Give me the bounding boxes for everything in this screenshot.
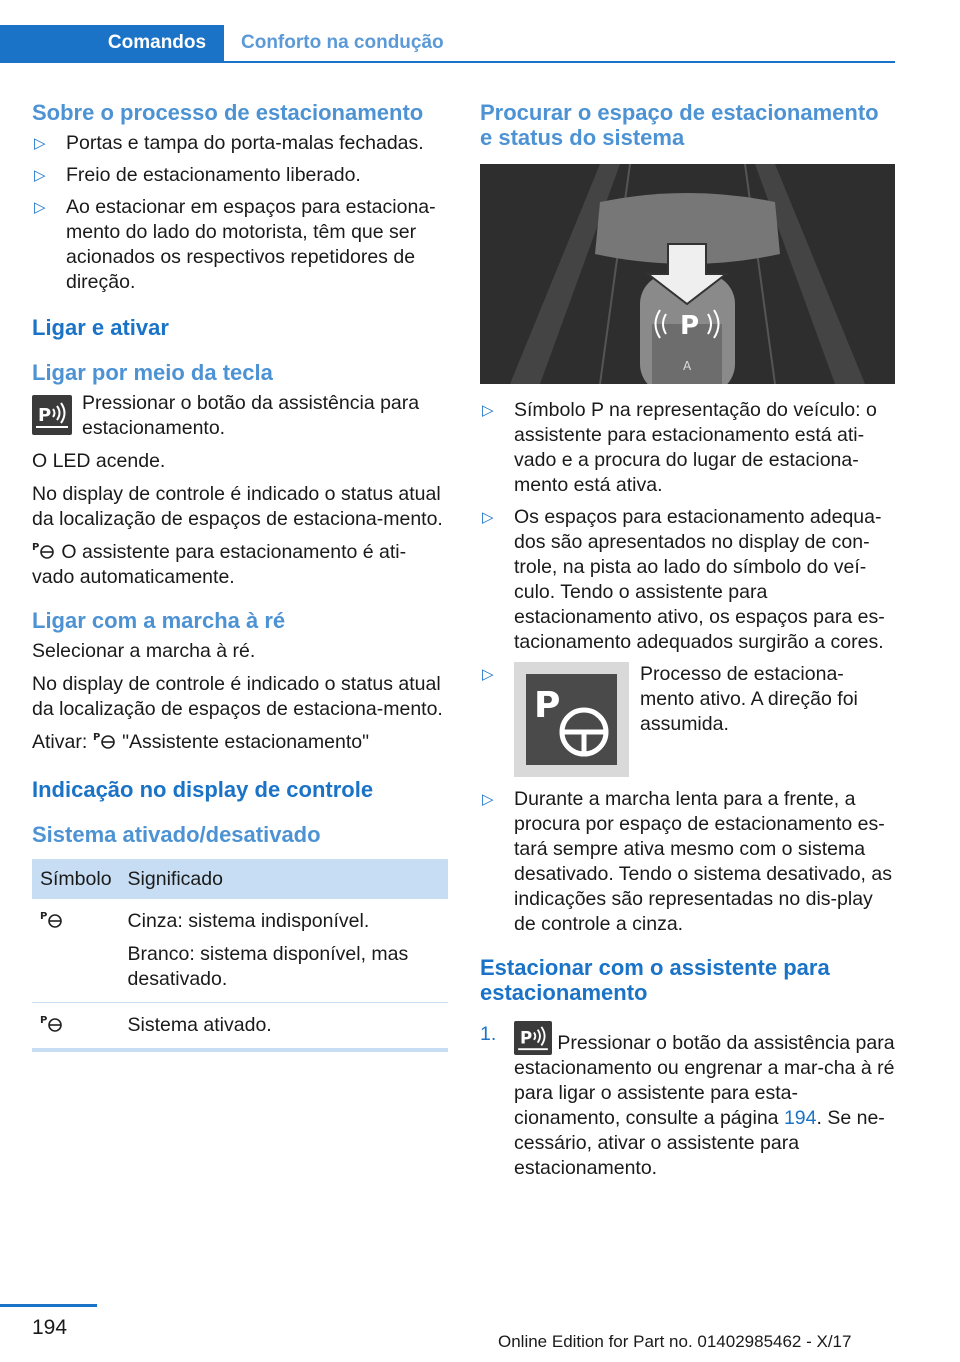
park-steering-icon [40, 909, 64, 929]
heading-ligar: Ligar e ativar [32, 315, 169, 340]
heading-marcha: Ligar com a marcha à ré [32, 608, 286, 633]
right-column [480, 100, 896, 1189]
page-number: 194 [32, 1316, 68, 1339]
list-item: ▷ Portas e tampa do porta-malas fechadas. [34, 132, 424, 154]
display-text-2: No display de controle é indicado o status atual da localização de espaços de estaciona-mento. [32, 673, 443, 720]
auto-text: P O assistente para estacionamento é ati-vado automaticamente. [32, 541, 407, 588]
step-1: 1. P Pressionar o botão da assistência para estacionamento ou engrenar a mar-cha à ré para ligar o assistente para esta-cionamento, consulte a página 194. Se ne-cessário, ativar o assistente para estacionamento. [480, 1023, 895, 1179]
tab-comandos[interactable]: Comandos [0, 25, 224, 61]
tecla-text: Pressionar o botão da assistência para estacionamento. [82, 392, 420, 439]
list-item: ▷ Símbolo P na representação do veículo: o assistente para estacionamento está ati-vado e a procura do lugar de estaciona-mento está ativa. [482, 399, 877, 496]
svg-text:P: P [680, 311, 700, 341]
svg-text:P: P [32, 542, 40, 553]
list-item: ▷ P Processo de estaciona-mento ativo. A direção foi assumida. [480, 662, 896, 780]
heading-estacionar: Estacionar com o assistente para estacionamento [480, 955, 830, 1005]
left-column [32, 100, 448, 1052]
table-row: P Sistema ativado. [32, 1003, 448, 1051]
display-text: No display de controle é indicado o status atual da localização de espaços de estaciona-mento. [32, 483, 443, 530]
edition-text: Online Edition for Part no. 01402985462 - X/17 [498, 1332, 852, 1351]
heading-indicacao: Indicação no display de controle [32, 777, 374, 802]
triangle-right-icon: ▷ [482, 509, 494, 526]
park-assist-button-icon [32, 395, 72, 435]
status-list [480, 398, 896, 937]
park-steering-icon [32, 540, 56, 560]
svg-text:A: A [683, 359, 692, 373]
header-tabbar [0, 25, 895, 63]
marcha-text: Selecionar a marcha à ré. [32, 640, 256, 662]
list-item: ▷ Freio de estacionamento liberado. [34, 164, 361, 186]
park-assist-button-icon [514, 1021, 552, 1055]
sobre-list [32, 131, 448, 295]
triangle-right-icon: ▷ [482, 791, 494, 808]
svg-text:P: P [534, 685, 561, 726]
footer-line [0, 1304, 97, 1307]
park-steering-icon [514, 662, 629, 777]
table-header-significado: Significado [120, 859, 448, 899]
svg-text:P: P [38, 405, 52, 426]
page-link[interactable]: 194 [783, 1107, 817, 1129]
heading-sobre: Sobre o processo de estacionamento [32, 100, 424, 125]
svg-text:P: P [92, 732, 101, 743]
list-item: ▷ Durante a marcha lenta para a frente, a procura por espaço de estacionamento es-tará sempre ativa mesmo com o sistema desativado. Tendo o sistema desativado, as indicações são representadas no dis-play de controle a cinza. [482, 788, 892, 935]
tecla-block [32, 391, 448, 441]
ativar-line: Ativar: P "Assistente estacionamento" [32, 731, 370, 753]
heading-procurar: Procurar o espaço de estacionamento e status do sistema [480, 100, 879, 150]
triangle-right-icon: ▷ [482, 666, 494, 683]
led-text: O LED acende. [32, 450, 166, 472]
park-steering-icon [93, 730, 117, 750]
table-row: P Cinza: sistema indisponível. Branco: sistema disponível, mas desativado. [32, 899, 448, 1003]
triangle-right-icon: ▷ [34, 135, 46, 152]
triangle-right-icon: ▷ [34, 167, 46, 184]
table-header-simbolo: Símbolo [32, 859, 120, 899]
park-steering-icon [40, 1013, 64, 1033]
heading-sistema: Sistema ativado/desativado [32, 822, 321, 847]
svg-text:P: P [40, 911, 48, 922]
tab-conforto[interactable]: Conforto na condução [241, 32, 444, 53]
triangle-right-icon: ▷ [34, 199, 46, 216]
list-item: ▷ Os espaços para estacionamento adequa-dos são apresentados no display de con-trole, na pista ao lado do símbolo do veí-culo. Tendo o assistente para estacionamento ativo, os espaços para es-tacionamento adequados surgirão a cores. [482, 506, 885, 653]
list-item: ▷ Ao estacionar em espaços para estaciona-mento do lado do motorista, têm que ser acionados os respectivos repetidores de direção. [34, 196, 436, 293]
svg-text:P: P [520, 1027, 533, 1048]
parking-display-image [480, 164, 895, 384]
symbol-table [32, 859, 448, 1052]
step-number: 1. [480, 1023, 497, 1045]
heading-tecla: Ligar por meio da tecla [32, 360, 273, 385]
triangle-right-icon: ▷ [482, 402, 494, 419]
svg-text:P: P [40, 1015, 48, 1026]
